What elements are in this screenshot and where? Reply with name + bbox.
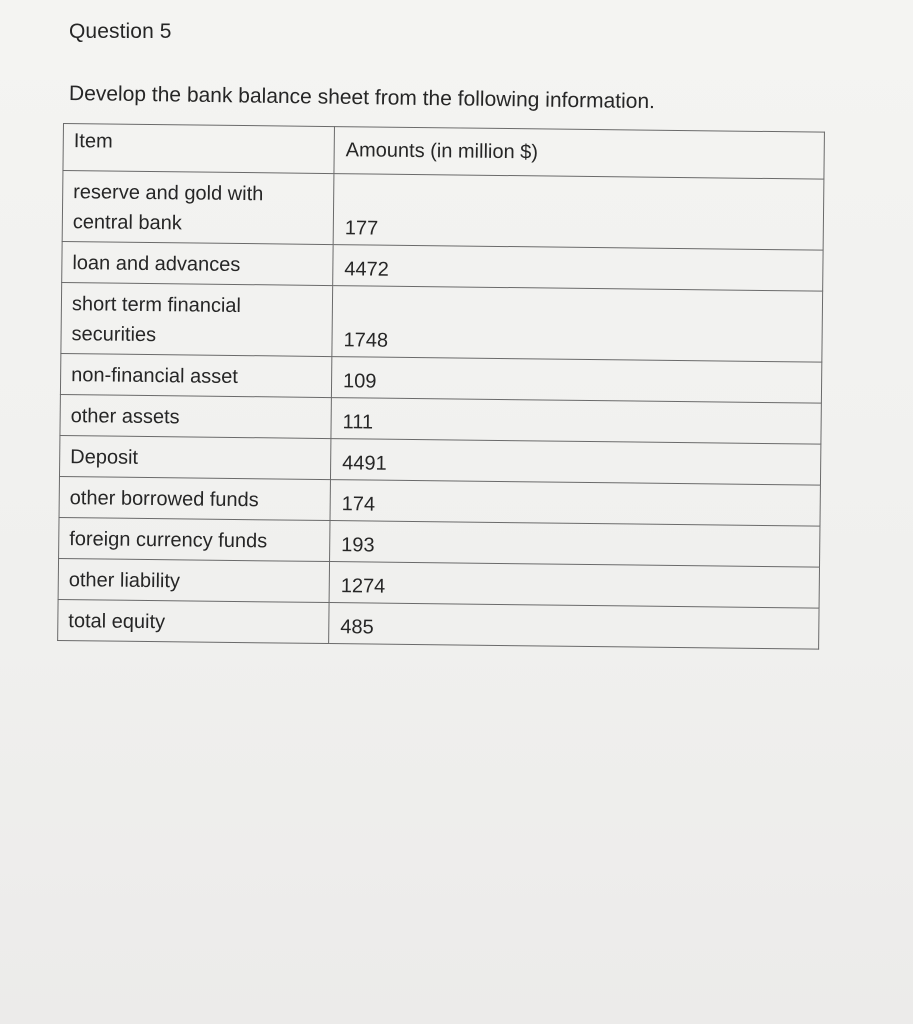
table-row — [61, 282, 823, 362]
question-title: Question 5 — [69, 20, 172, 43]
balance-table — [57, 123, 825, 650]
row-item: other assets — [60, 394, 331, 438]
row-amount: 177 — [333, 174, 824, 251]
row-item: foreign currency funds — [59, 517, 330, 561]
table-row — [62, 171, 824, 251]
header-amount: Amounts (in million $) — [334, 127, 825, 180]
table-row — [58, 599, 819, 649]
table-header-row — [63, 124, 824, 180]
row-amount: 111 — [331, 398, 821, 445]
row-amount: 193 — [330, 521, 820, 568]
row-amount: 4491 — [330, 439, 820, 486]
row-item: loan and advances — [62, 241, 333, 285]
row-item: non-financial asset — [60, 353, 331, 397]
row-amount: 109 — [331, 357, 821, 404]
row-amount: 1274 — [329, 562, 819, 609]
row-item: Deposit — [59, 435, 330, 479]
row-amount: 485 — [329, 603, 819, 650]
row-amount: 174 — [330, 480, 820, 527]
question-prompt: Develop the bank balance sheet from the following information. — [68, 82, 656, 114]
header-item: Item — [63, 124, 335, 174]
row-item: short term financial securities — [61, 282, 333, 356]
row-item: other borrowed funds — [59, 476, 330, 520]
row-amount: 1748 — [332, 286, 823, 363]
row-item: other liability — [58, 558, 329, 602]
row-item: total equity — [58, 599, 329, 643]
row-amount: 4472 — [333, 245, 823, 292]
row-item: reserve and gold with central bank — [62, 171, 334, 245]
